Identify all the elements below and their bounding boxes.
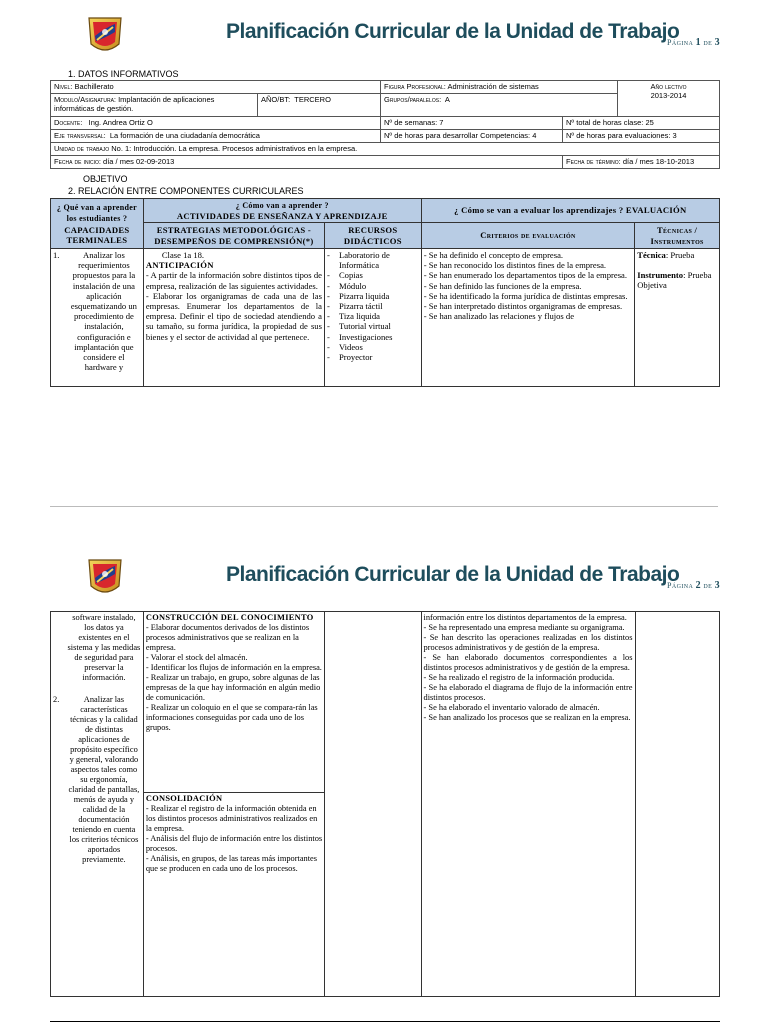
recurso-item: - Tutorial virtual bbox=[326, 321, 391, 332]
header-capacidades: ¿ Qué van a aprender los estudiantes ? CAPACIDADES TERMINALES bbox=[51, 199, 144, 249]
institution-logo bbox=[85, 556, 125, 600]
bullet-dash: - bbox=[326, 301, 330, 312]
recursos-cell bbox=[324, 249, 421, 387]
bullet-dash: - bbox=[326, 290, 330, 301]
recurso-item: - Pizarra liquida bbox=[326, 290, 390, 301]
bullet-dash: - bbox=[326, 270, 330, 281]
tecnicas-cell: Técnica: Prueba Instrumento: Prueba Objetiva bbox=[635, 249, 720, 387]
header-evaluacion: ¿ Cómo se van a evaluar los aprendizajes ? EVALUACIÓN bbox=[421, 199, 719, 223]
header-actividades: ¿ Cómo van a aprender ? ACTIVIDADES DE ENSEÑANZA Y APRENDIZAJE bbox=[143, 199, 421, 223]
tecnicas-cell bbox=[635, 612, 720, 997]
horas-competencias-cell: Nº de horas para desarrollar Competencias: 4 bbox=[381, 130, 563, 143]
recursos-cell bbox=[325, 612, 421, 997]
page-separator bbox=[50, 506, 718, 507]
info-table bbox=[50, 80, 720, 169]
recurso-item: - Pizarra táctil bbox=[326, 301, 383, 312]
recurso-item: - Proyector bbox=[326, 352, 373, 363]
bullet-dash: - bbox=[326, 352, 330, 363]
bullet-dash: - bbox=[326, 280, 330, 291]
header-recursos: RECURSOS DIDÁCTICOS bbox=[324, 223, 421, 249]
grupos-cell: Grupos/paralelos: A bbox=[381, 94, 618, 117]
recurso-item: - Tiza liquida bbox=[326, 311, 380, 322]
recurso-item: - Copias bbox=[326, 270, 363, 281]
consolidacion-cell: CONSOLIDACIÓN - Realizar el registro de la información obtenida en los distintos procesos administrativos realizados en la empresa. - Análisis del flujo de información entre los distintos procesos. - Análisis, en grupos, de las tareas más importantes que se producen en cada uno de los procesos. bbox=[143, 793, 324, 997]
docente-cell: Docente: Ing. Andrea Ortiz O bbox=[51, 117, 381, 130]
page-bottom-rule bbox=[50, 1021, 720, 1022]
modulo-cell: Modulo/Asignatura: Implantación de aplicaciones informáticas de gestión. bbox=[51, 94, 258, 117]
horas-clase-cell: Nº total de horas clase: 25 bbox=[563, 117, 720, 130]
header-tecnicas: Técnicas / Instrumentos bbox=[635, 223, 720, 249]
horas-evaluaciones-cell: Nº de horas para evaluaciones: 3 bbox=[563, 130, 720, 143]
figura-cell: Figura Profesional: Administración de sistemas bbox=[381, 81, 618, 94]
curriculum-table-page1 bbox=[50, 198, 720, 387]
ano-lectivo-cell: Año lectivo 2013-2014 bbox=[618, 81, 720, 117]
construccion-cell: CONSTRUCCIÓN DEL CONOCIMIENTO - Elaborar documentos derivados de los distintos procesos administrativos que se realizan en la empresa. - Valorar el stock del almacén. - Identificar los flujos de información en la empresa. - Realizar un trabajo, en grupo, sobre algunas de las empresas de la que hay información en algún medio de comunicación. - Realizar un coloquio en el que se compara-rán las informaciones conseguidas por cada uno de los grupos. bbox=[143, 612, 324, 793]
bullet-dash: - bbox=[326, 311, 330, 322]
semanas-cell: Nº de semanas: 7 bbox=[381, 117, 563, 130]
page-title: Planificación Curricular de la Unidad de Trabajo bbox=[226, 20, 680, 43]
recurso-item: - Videos bbox=[326, 341, 363, 352]
recurso-item: - Módulo bbox=[326, 280, 367, 291]
recurso-item: - Laboratorio de Informática bbox=[326, 250, 390, 271]
capacidad-cell: 1. Analizar los requerimientos propuestos para la instalación de una aplicación esquematizando un procedimiento de instalación, configuración e implantación que considere el hardware y bbox=[51, 249, 144, 387]
nivel-cell: Nivel: Bachillerato bbox=[51, 81, 381, 94]
bullet-dash: - bbox=[326, 331, 330, 342]
criterios-cell: - Se ha definido el concepto de empresa. - Se han reconocido los distintos fines de la empresa. - Se han enumerado los departamentos tipos de la empresa. - Se han definido las funciones de la empresa. - Se ha identificado la forma jurídica de distintas empresas. - Se han interpretado distintos organigramas de empresas. - Se han analizado las relaciones y flujos de bbox=[421, 249, 635, 387]
bullet-dash: - bbox=[326, 341, 330, 352]
fecha-inicio-cell: Fecha de inicio: día / mes 02-09-2013 bbox=[51, 156, 563, 169]
section-relacion: 2. RELACIÓN ENTRE COMPONENTES CURRICULARES bbox=[68, 186, 304, 196]
objetivo-label: OBJETIVO bbox=[83, 174, 128, 184]
page-title: Planificación Curricular de la Unidad de Trabajo bbox=[226, 563, 680, 586]
curriculum-table-page2 bbox=[50, 611, 720, 997]
eje-cell: Eje transversal: La formación de una ciudadanía democrática bbox=[51, 130, 381, 143]
page-number: Página 1 de 3 bbox=[667, 37, 721, 48]
anobt-cell: AÑO/BT: TERCERO bbox=[258, 94, 381, 117]
unidad-cell: Unidad de trabajo No. 1: Introducción. La empresa. Procesos administrativos en la empresa. bbox=[51, 143, 720, 156]
header-criterios: Criterios de evaluación bbox=[421, 223, 635, 249]
estrategias-cell: Clase 1a 18. ANTICIPACIÓN - A partir de la información sobre distintos tipos de empresa, realización de las siguientes actividades. - Elaborar los organigramas de cada una de las empresas. Enumerar los departamentos de la empresa. Definir el tipo de sociedad atendiendo a su tamaño, su forma jurídica, la propiedad de sus bienes y el sector de actividad al que pertenece. bbox=[143, 249, 324, 387]
header-estrategias: ESTRATEGIAS METODOLÓGICAS - DESEMPEÑOS DE COMPRENSIÓN(*) bbox=[143, 223, 324, 249]
capacidad-cell: software instalado, los datos ya existentes en el sistema y las medidas de seguridad para preservar la información. 2. Analizar las características técnicas y la calidad de distintas aplicaciones de propósito específico y general, valorando aspectos tales como su ergonomía, claridad de pantallas, menús de ayuda y calidad de la documentación teniendo en cuenta los criterios técnicos aportados previamente. bbox=[51, 612, 144, 997]
recurso-item: - Investigaciones bbox=[326, 331, 393, 342]
bullet-dash: - bbox=[326, 321, 330, 332]
criterios-cell: información entre los distintos departamentos de la empresa. - Se ha representado una empresa mediante su organigrama. - Se han descrito las operaciones realizadas en los distintos procesos administrativos y de gestión de la empresa. - Se han elaborado documentos correspondientes a los distintos procesos administrativos y de gestión de la empresa. - Se ha realizado el registro de la información producida. - Se ha elaborado el diagrama de flujo de la información entre distintos procesos. - Se ha elaborado el inventario valorado de almacén. - Se han analizado los procesos que se realizan en la empresa. bbox=[421, 612, 635, 997]
page-number: Página 2 de 3 bbox=[667, 580, 721, 591]
fecha-termino-cell: Fecha de término: día / mes 18-10-2013 bbox=[563, 156, 720, 169]
section-datos-informativos: 1. DATOS INFORMATIVOS bbox=[68, 69, 179, 79]
institution-logo bbox=[85, 14, 125, 58]
bullet-dash: - bbox=[326, 250, 330, 260]
